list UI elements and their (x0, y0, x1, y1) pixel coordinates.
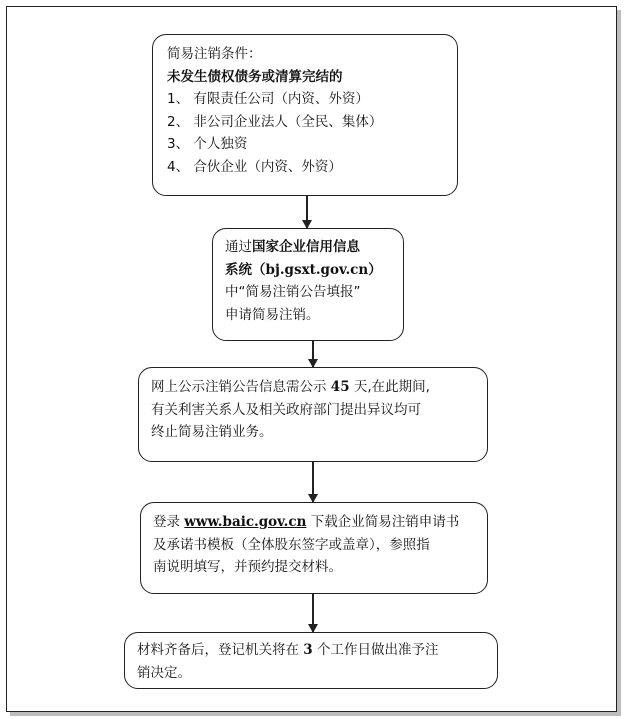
download-line-2: 及承诺书模板（全体股东签字或盖章），参照指 (153, 536, 430, 553)
notice-line-1: 网上公示注销公告信息需公示 45 天,在此期间, (151, 379, 430, 395)
conditions-box (152, 34, 458, 196)
decision-box (124, 632, 498, 689)
condition-item: 4、 合伙企业（内资、外资） (167, 158, 342, 175)
app-line-4: 申请简易注销。 (225, 306, 320, 323)
app-line-3: 中“简易注销公告填报” (225, 284, 361, 300)
decision-days: 3 (303, 642, 313, 658)
condition-item: 3、 个人独资 (167, 136, 248, 152)
download-forms-box (140, 502, 488, 594)
flow-arrow (306, 196, 308, 228)
notice-days: 45 (330, 379, 350, 395)
flow-arrow (312, 462, 314, 502)
flow-arrow (312, 594, 314, 632)
conditions-subtitle: 未发生债权债务或清算完结的 (167, 68, 343, 85)
condition-item: 1、 有限责任公司（内资、外资） (167, 91, 369, 107)
baic-link[interactable]: www.baic.gov.cn (184, 514, 307, 530)
decision-line-2: 销决定。 (137, 664, 191, 681)
app-line-1: 通过国家企业信用信息 (225, 239, 360, 255)
gsxt-url: bj.gsxt.gov.cn (265, 261, 369, 278)
system-name: 国家企业信用信息 (252, 239, 360, 255)
public-notice-box (138, 367, 488, 462)
decision-line-1: 材料齐备后，登记机关将在 3 个工作日做出准予注 (137, 642, 439, 658)
conditions-title: 简易注销条件： (167, 46, 262, 62)
notice-line-3: 终止简易注销业务。 (151, 424, 273, 440)
download-line-3: 南说明填写，并预约提交材料。 (153, 559, 342, 575)
download-line-1: 登录 www.baic.gov.cn 下载企业简易注销申请书 (153, 514, 460, 530)
condition-item: 2、 非公司企业法人（全民、集体） (167, 113, 383, 130)
notice-line-2: 有关利害关系人及相关政府部门提出异议均可 (151, 401, 421, 418)
app-line-2: 系统（bj.gsxt.gov.cn） (225, 261, 382, 278)
online-application-box (212, 228, 404, 341)
flow-arrow (312, 341, 314, 367)
